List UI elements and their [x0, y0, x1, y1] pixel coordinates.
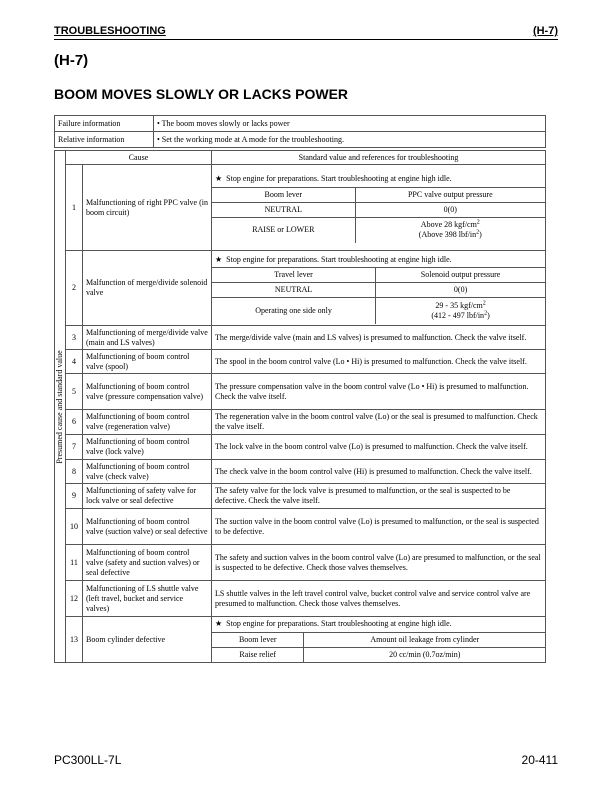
table-row	[55, 617, 546, 663]
row-standard: The lock valve in the boom control valve (Lo) is presumed to malfunction. Check the valve itself.	[212, 435, 546, 460]
row-cause: Malfunctioning of boom control valve (suction valve) or seal defective	[83, 509, 212, 545]
footer-page: 20-411	[521, 753, 558, 767]
info-table	[54, 115, 546, 148]
troubleshooting-table	[54, 150, 546, 663]
failure-row	[55, 116, 546, 132]
sub-header-2: Amount oil leakage from cylinder	[304, 632, 545, 647]
cause-header: Cause	[66, 151, 212, 165]
star-icon: ★	[215, 174, 223, 184]
row-standard: The safety valve for the lock valve is presumed to malfunction, or the seal is suspected to be defective. Check the valve itself.	[212, 484, 546, 509]
superscript: 2	[476, 229, 480, 236]
sub-cell	[355, 217, 545, 243]
row-number: 6	[66, 410, 83, 435]
stop-note-text: Stop engine for preparations. Start troubleshooting at engine high idle.	[226, 254, 452, 264]
header-code: (H-7)	[532, 25, 558, 37]
relative-label: Relative information	[55, 132, 154, 148]
stop-note	[212, 253, 545, 268]
pressure-imperial: (Above 398 lbf/in	[418, 230, 477, 240]
row-cause: Malfunctioning of boom control valve (check valve)	[83, 460, 212, 484]
table-row	[55, 545, 546, 581]
row-number: 11	[66, 545, 83, 581]
row-number: 8	[66, 460, 83, 484]
sub-cell: 0(0)	[376, 283, 545, 298]
table-row	[55, 509, 546, 545]
page-title: BOOM MOVES SLOWLY OR LACKS POWER	[54, 86, 349, 102]
row-cause: Malfunctioning of boom control valve (pressure compensation valve)	[83, 374, 212, 410]
footer-model: PC300LL-7L	[54, 753, 122, 767]
relative-row	[55, 132, 546, 148]
code-title: (H-7)	[54, 52, 89, 69]
row-standard: The check valve in the boom control valve (Hi) is presumed to malfunction. Check the valve itself.	[212, 460, 546, 484]
row-standard: The pressure compensation valve in the boom control valve (Lo • Hi) is presumed to malfunction. Check the valve itself.	[212, 374, 546, 410]
row-number: 7	[66, 435, 83, 460]
side-label: Presumed cause and standard value	[55, 349, 64, 464]
row-standard	[212, 251, 546, 326]
row-number: 3	[66, 326, 83, 350]
stop-note	[212, 617, 545, 632]
row-number: 9	[66, 484, 83, 509]
row-number: 12	[66, 581, 83, 617]
close-paren: )	[479, 230, 482, 240]
table-row	[55, 460, 546, 484]
table-row	[55, 165, 546, 251]
row-number: 5	[66, 374, 83, 410]
pressure-imperial: (412 - 497 lbf/in	[431, 310, 485, 320]
sub-cell: NEUTRAL	[212, 202, 355, 217]
stop-note	[212, 172, 545, 187]
row-number: 1	[66, 165, 83, 251]
superscript: 2	[476, 219, 480, 226]
sub-table	[212, 617, 545, 662]
pressure-metric: Above 28 kgf/cm	[420, 220, 477, 230]
sub-cell: Raise relief	[212, 647, 304, 662]
row-cause: Malfunctioning of boom control valve (spool)	[83, 350, 212, 374]
table-row	[55, 374, 546, 410]
row-number: 13	[66, 617, 83, 663]
sub-cell	[376, 298, 545, 324]
table-row	[55, 350, 546, 374]
sub-header-2: PPC valve output pressure	[355, 187, 545, 202]
sub-header-1: Travel lever	[212, 268, 376, 283]
row-number: 10	[66, 509, 83, 545]
sub-cell: RAISE or LOWER	[212, 217, 355, 243]
star-icon: ★	[215, 619, 223, 629]
row-cause: Malfunctioning of right PPC valve (in boom circuit)	[83, 165, 212, 251]
side-label-cell	[55, 151, 66, 663]
row-cause: Malfunctioning of safety valve for lock valve or seal defective	[83, 484, 212, 509]
row-standard: LS shuttle valves in the left travel control valve, bucket control valve and service control valve are presumed to malfunction. Check those valves themselves.	[212, 581, 546, 617]
page-header	[54, 25, 558, 40]
failure-label: Failure information	[55, 116, 154, 132]
sub-cell: Operating one side only	[212, 298, 376, 324]
row-standard	[212, 617, 546, 663]
sub-cell: 20 cc/min (0.7oz/min)	[304, 647, 545, 662]
row-standard: The merge/divide valve (main and LS valves) is presumed to malfunction. Check the valve itself.	[212, 326, 546, 350]
row-standard: The spool in the boom control valve (Lo • Hi) is presumed to malfunction. Check the valve itself.	[212, 350, 546, 374]
row-number: 2	[66, 251, 83, 326]
sub-cell: 0(0)	[355, 202, 545, 217]
row-cause: Malfunctioning of boom control valve (regeneration valve)	[83, 410, 212, 435]
table-row	[55, 484, 546, 509]
table-row	[55, 435, 546, 460]
table-row	[55, 581, 546, 617]
close-paren: )	[487, 310, 490, 320]
sub-table	[212, 172, 545, 243]
row-cause: Malfunctioning of boom control valve (safety and suction valves) or seal defective	[83, 545, 212, 581]
row-cause: Malfunctioning of LS shuttle valve (left travel, bucket and service valves)	[83, 581, 212, 617]
row-standard: The suction valve in the boom control valve (Lo) is presumed to malfunction, or the seal is suspected to be defective.	[212, 509, 546, 545]
sub-header-2: Solenoid output pressure	[376, 268, 545, 283]
sub-cell: NEUTRAL	[212, 283, 376, 298]
row-cause: Malfunction of merge/divide solenoid valve	[83, 251, 212, 326]
row-standard: The safety and suction valves in the boom control valve (Lo) are presumed to malfunction, or the seal is suspected to be defective. Check those valves themselves.	[212, 545, 546, 581]
row-standard	[212, 165, 546, 251]
row-standard: The regeneration valve in the boom control valve (Lo) or the seal is presumed to malfunction. Check the valve itself.	[212, 410, 546, 435]
header-section: TROUBLESHOOTING	[54, 25, 166, 37]
table-row	[55, 251, 546, 326]
stop-note-text: Stop engine for preparations. Start troubleshooting at engine high idle.	[226, 619, 452, 629]
superscript: 2	[484, 310, 488, 317]
row-cause: Malfunctioning of merge/divide valve (main and LS valves)	[83, 326, 212, 350]
row-cause: Malfunctioning of boom control valve (lock valve)	[83, 435, 212, 460]
superscript: 2	[482, 300, 486, 307]
row-cause: Boom cylinder defective	[83, 617, 212, 663]
table-row	[55, 326, 546, 350]
pressure-metric: 29 - 35 kgf/cm	[435, 300, 483, 310]
standard-header: Standard value and references for troubleshooting	[212, 151, 546, 165]
table-row	[55, 410, 546, 435]
relative-value: • Set the working mode at A mode for the troubleshooting.	[154, 132, 546, 148]
failure-value: • The boom moves slowly or lacks power	[154, 116, 546, 132]
table-header-row	[55, 151, 546, 165]
sub-table	[212, 253, 545, 324]
sub-header-1: Boom lever	[212, 187, 355, 202]
sub-header-1: Boom lever	[212, 632, 304, 647]
row-number: 4	[66, 350, 83, 374]
stop-note-text: Stop engine for preparations. Start troubleshooting at engine high idle.	[226, 174, 452, 184]
star-icon: ★	[215, 254, 223, 264]
